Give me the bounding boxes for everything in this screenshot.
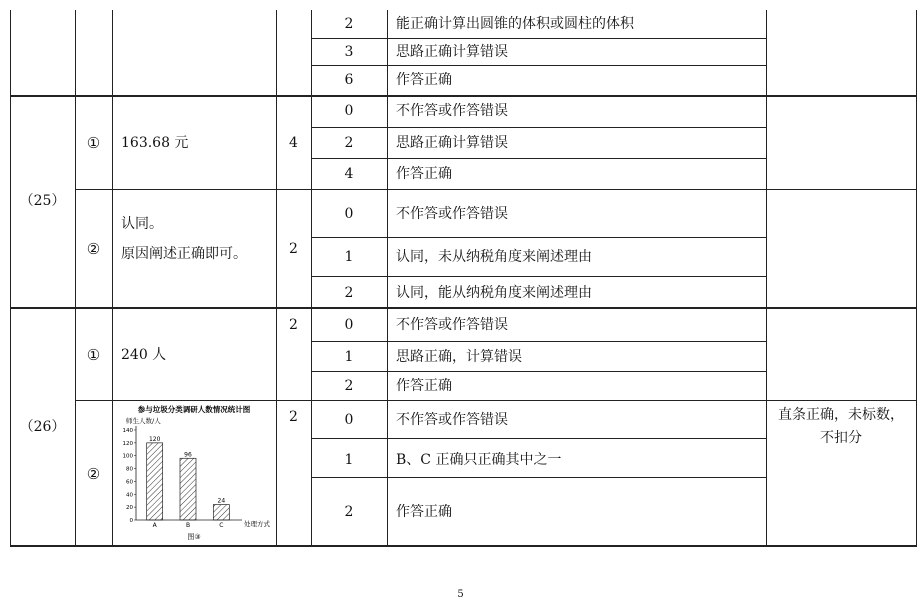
score-cell: 6 bbox=[344, 72, 354, 88]
criterion-cell: 作答正确 bbox=[396, 166, 452, 182]
criterion-cell: 认同，未从纳税角度来阐述理由 bbox=[396, 249, 592, 265]
row-divider bbox=[311, 438, 766, 439]
answer-cell: 163.68 元 bbox=[121, 135, 189, 151]
question-number: （26） bbox=[19, 419, 66, 435]
chart-title: 参与垃圾分类调研人数情况统计图 bbox=[137, 405, 251, 414]
subgroup-divider bbox=[75, 189, 917, 190]
points-cell: 4 bbox=[289, 135, 298, 151]
answer-cell-line1: 认同。 bbox=[121, 216, 163, 232]
score-cell: 0 bbox=[344, 412, 354, 428]
score-cell: 2 bbox=[344, 16, 354, 32]
chart-xlabel: 处理方式 bbox=[244, 520, 270, 528]
criterion-cell: 能正确计算出圆锥的体积或圆柱的体积 bbox=[396, 16, 634, 32]
criterion-cell: 思路正确计算错误 bbox=[396, 44, 508, 60]
chart-y-tick-label: 140 bbox=[122, 428, 133, 434]
page-number: 5 bbox=[457, 589, 464, 600]
chart-data-label: 120 bbox=[148, 435, 161, 443]
criterion-cell: 认同，能从纳税角度来阐述理由 bbox=[396, 285, 592, 301]
chart-y-tick-label: 80 bbox=[126, 466, 133, 473]
row-divider bbox=[311, 477, 766, 478]
sub-question-label: ① bbox=[86, 346, 101, 364]
col-divider bbox=[75, 10, 76, 546]
note-cell-line1: 直条正确，未标数， bbox=[778, 407, 904, 423]
score-cell: 2 bbox=[344, 378, 354, 394]
chart-y-tick-label: 120 bbox=[122, 440, 133, 447]
chart-category-label: B bbox=[185, 522, 191, 529]
sub-question-label: ① bbox=[86, 134, 101, 152]
score-cell: 1 bbox=[344, 249, 354, 265]
note-cell-line2: 不扣分 bbox=[820, 430, 862, 446]
chart-ylabel: 师生人数/人 bbox=[126, 417, 161, 425]
score-cell: 3 bbox=[344, 44, 354, 60]
subgroup-divider bbox=[75, 400, 917, 401]
row-divider bbox=[311, 341, 766, 342]
chart-y-tick-label: 60 bbox=[126, 479, 133, 486]
score-cell: 2 bbox=[344, 285, 354, 301]
criterion-cell: 不作答或作答错误 bbox=[396, 103, 508, 119]
chart-y-tick-label: 20 bbox=[126, 505, 133, 512]
chart-category-label: C bbox=[219, 522, 224, 529]
score-cell: 1 bbox=[344, 349, 354, 365]
col-divider bbox=[387, 10, 388, 546]
row-divider bbox=[311, 38, 766, 39]
chart-data-label: 96 bbox=[184, 451, 192, 459]
row-divider bbox=[311, 237, 766, 238]
criterion-cell: 不作答或作答错误 bbox=[396, 206, 508, 222]
criterion-cell: 作答正确 bbox=[396, 72, 452, 88]
row-divider bbox=[311, 158, 766, 159]
chart-bar bbox=[213, 505, 229, 520]
chart-y-tick-label: 0 bbox=[129, 518, 133, 524]
score-cell: 4 bbox=[344, 166, 354, 182]
table-border-right bbox=[916, 10, 917, 546]
chart-data-label: 24 bbox=[217, 497, 226, 505]
col-divider bbox=[112, 10, 113, 546]
answer-cell: 240 人 bbox=[121, 347, 167, 363]
score-cell: 0 bbox=[344, 206, 354, 222]
survey-bar-chart bbox=[114, 402, 274, 544]
chart-y-tick-label: 40 bbox=[126, 492, 133, 499]
answer-cell-line2: 原因阐述正确即可。 bbox=[121, 246, 247, 262]
col-divider bbox=[766, 10, 767, 546]
chart-y-tick-label: 100 bbox=[122, 453, 133, 460]
points-cell: 2 bbox=[289, 241, 298, 257]
chart-bar bbox=[147, 443, 163, 520]
score-cell: 2 bbox=[344, 135, 354, 151]
score-cell: 0 bbox=[344, 103, 354, 119]
chart-category-label: A bbox=[152, 522, 157, 529]
table-border-bottom bbox=[10, 545, 917, 547]
table-border-left bbox=[10, 10, 11, 546]
row-divider bbox=[311, 371, 766, 372]
sub-question-label: ② bbox=[86, 240, 101, 258]
group-divider bbox=[10, 307, 917, 309]
chart-bar bbox=[180, 458, 196, 520]
points-cell: 2 bbox=[289, 317, 298, 333]
criterion-cell: B、C 正确只正确其中之一 bbox=[396, 452, 562, 468]
row-divider bbox=[311, 65, 766, 66]
col-divider bbox=[276, 10, 277, 546]
score-cell: 1 bbox=[344, 452, 354, 468]
criterion-cell: 不作答或作答错误 bbox=[396, 412, 508, 428]
row-divider bbox=[311, 276, 766, 277]
score-cell: 2 bbox=[344, 504, 354, 520]
sub-question-label: ② bbox=[86, 465, 101, 483]
row-divider bbox=[311, 127, 766, 128]
criterion-cell: 思路正确，计算错误 bbox=[396, 349, 522, 365]
points-cell: 2 bbox=[289, 409, 298, 425]
question-number: （25） bbox=[19, 193, 66, 209]
chart-caption: 图③ bbox=[187, 533, 201, 541]
criterion-cell: 思路正确计算错误 bbox=[396, 135, 508, 151]
criterion-cell: 不作答或作答错误 bbox=[396, 317, 508, 333]
criterion-cell: 作答正确 bbox=[396, 378, 452, 394]
score-cell: 0 bbox=[344, 317, 354, 333]
group-divider bbox=[10, 95, 917, 97]
criterion-cell: 作答正确 bbox=[396, 504, 452, 520]
